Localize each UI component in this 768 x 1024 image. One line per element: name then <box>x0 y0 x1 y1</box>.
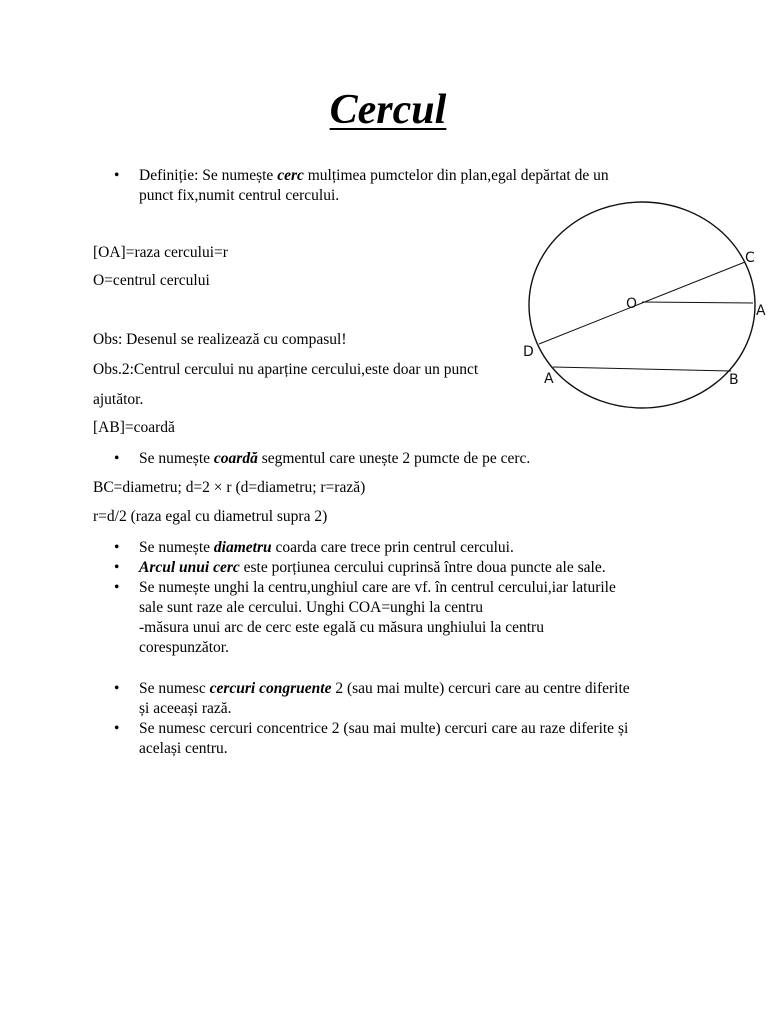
label-d: D <box>523 344 534 360</box>
circle-outline <box>529 202 755 408</box>
chord-segment-ab <box>553 367 731 371</box>
central-angle-line-2: sale sunt raze ale cercului. Unghi COA=unghi la centru <box>139 599 484 616</box>
radius-line: [OA]=raza cercului=r <box>93 244 228 261</box>
radius-segment-oa <box>642 302 753 303</box>
concentric-circles-line-2: același centru. <box>139 740 228 757</box>
label-a-right: A <box>756 303 766 319</box>
diameter-definition: Se numește diametru coarda care trece prin centrul cercului. <box>139 539 514 556</box>
diameter-line: BC=diametru; d=2 × r (d=diametru; r=rază) <box>93 479 366 496</box>
bullet-icon: • <box>114 539 120 556</box>
label-o: O <box>626 296 638 312</box>
observation-1: Obs: Desenul se realizează cu compasul! <box>93 331 347 348</box>
definition-line-1: Definiție: Se numește cerc mulțimea pumctelor din plan,egal depărtat de un <box>139 167 609 184</box>
congruent-circles-line-2: și aceeași rază. <box>139 700 232 717</box>
label-a-left: A <box>544 371 554 387</box>
definition-line-2: punct fix,numit centrul cercului. <box>139 187 340 204</box>
arc-definition: Arcul unui cerc este porțiunea cercului cuprinsă între doua puncte ale sale. <box>139 559 606 576</box>
observation-2-line-1: Obs.2:Centrul cercului nu aparține cercului,este doar un punct <box>93 361 479 378</box>
observation-2-line-2: ajutător. <box>93 391 144 408</box>
bullet-icon: • <box>114 167 120 184</box>
bullet-icon: • <box>114 720 120 737</box>
central-angle-line-4: corespunzător. <box>139 639 229 656</box>
page-title: Cercul <box>329 87 447 133</box>
congruent-circles-line-1: Se numesc cercuri congruente 2 (sau mai multe) cercuri care au centre diferite <box>139 680 630 697</box>
bullet-icon: • <box>114 579 120 596</box>
chord-definition: Se numește coardă segmentul care unește 2 pumcte de pe cerc. <box>139 450 531 467</box>
bullet-icon: • <box>114 450 120 467</box>
bullet-icon: • <box>114 680 120 697</box>
chord-line: [AB]=coardă <box>93 419 175 436</box>
radius-formula-line: r=d/2 (raza egal cu diametrul supra 2) <box>93 508 328 525</box>
label-c: C <box>745 250 755 266</box>
label-b: B <box>729 372 739 388</box>
central-angle-line-3: -măsura unui arc de cerc este egală cu măsura unghiului la centru <box>139 619 544 636</box>
central-angle-line-1: Se numește unghi la centru,unghiul care are vf. în centrul cercului,iar laturile <box>139 579 616 596</box>
bullet-icon: • <box>114 559 120 576</box>
concentric-circles-line-1: Se numesc cercuri concentrice 2 (sau mai multe) cercuri care au raze diferite și <box>139 720 629 737</box>
center-line: O=centrul cercului <box>93 272 210 289</box>
